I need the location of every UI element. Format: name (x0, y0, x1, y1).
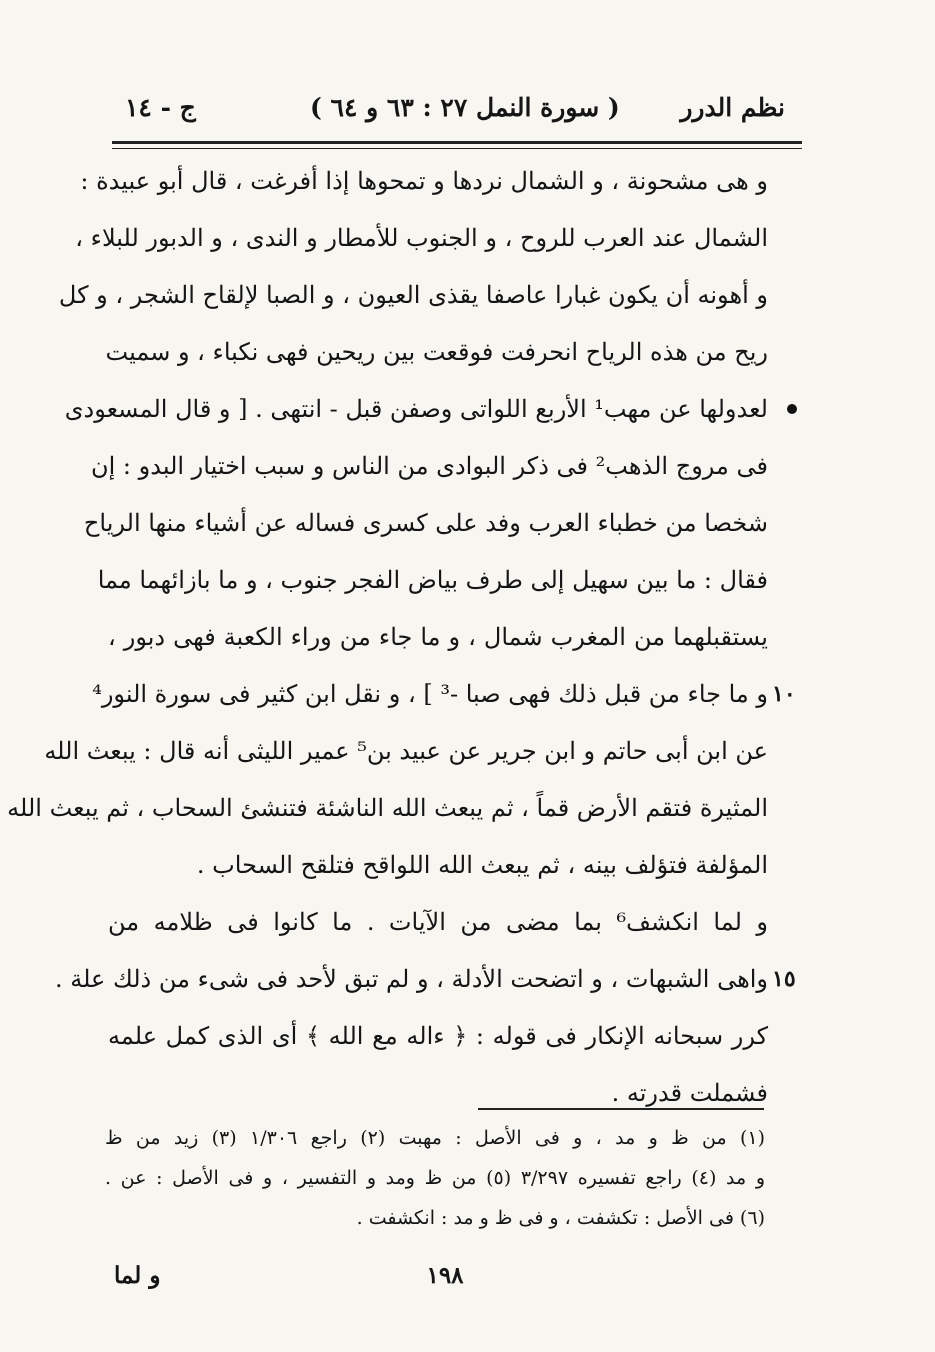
text-line: المثيرة فتقم الأرض قماً ، ثم يبعث الله الناشئة فتنشئ السحاب ، ثم يبعث الله (7, 794, 768, 822)
text-line: عن ابن أبى حاتم و ابن جرير عن عبيد بن⁵ عمير الليثى أنه قال : يبعث الله (44, 737, 768, 765)
text-line: فى مروج الذهب² فى ذكر البوادى من الناس و سبب اختيار البدو : إن (91, 452, 768, 480)
footnote-line: و مد (٤) راجع تفسيره ٣/٢٩٧ (٥) من ظ ومد و التفسير ، و فى الأصل : عن . (105, 1167, 765, 1189)
text-line: و أهونه أن يكون غبارا عاصفا يقذى العيون ، و الصبا لإلقاح الشجر ، و كل (58, 281, 768, 309)
text-line: المؤلفة فتؤلف بينه ، ثم يبعث الله اللواقح فتلقح السحاب . (196, 851, 768, 879)
text-line: لعدولها عن مهب¹ الأربع اللواتى وصفن قبل - انتهى . [ و قال المسعودى (64, 395, 768, 423)
header-rule-thin (112, 148, 802, 149)
page-number: ١٩٨ (426, 1262, 464, 1289)
text-line: واهى الشبهات ، و اتضحت الأدلة ، و لم تبق لأحد فى شىء من ذلك علة . (54, 965, 768, 993)
body-text (7, 153, 769, 1122)
margin-bullet-icon (787, 404, 797, 414)
book-title: نظم الدرر (680, 93, 785, 122)
footnote-rule (478, 1108, 764, 1110)
text-line: فشملت قدرته . (611, 1079, 768, 1107)
text-line: كرر سبحانه الإنكار فى قوله : ﴿ ءاله مع الله ﴾ أى الذى كمل علمه (108, 1022, 768, 1050)
surah-reference: ( سورة النمل ٢٧ : ٦٣ و ٦٤ ) (310, 93, 620, 122)
line-number-15: ١٥ (772, 966, 796, 992)
text-line: و لما انكشف⁶ بما مضى من الآيات . ما كانوا فى ظلامه من (108, 908, 769, 936)
text-line: الشمال عند العرب للروح ، و الجنوب للأمطار و الندى ، و الدبور للبلاء ، (75, 224, 768, 252)
line-number-10: ١٠ (772, 681, 796, 707)
text-line: ريح من هذه الرياح انحرفت فوقعت بين ريحين فهى نكباء ، و سميت (105, 338, 768, 366)
text-line: و ما جاء من قبل ذلك فهى صبا -³ ] ، و نقل ابن كثير فى سورة النور⁴ (92, 680, 768, 708)
volume-number: ج - ١٤ (125, 93, 196, 122)
text-line: و هى مشحونة ، و الشمال نردها و تمحوها إذا أفرغت ، قال أبو عبيدة : (80, 167, 768, 195)
catchword: و لما (114, 1262, 161, 1289)
footnote-line: (١) من ظ و مد ، و فى الأصل : مهبت (٢) راجع ١/٣٠٦ (٣) زيد من ظ (105, 1127, 766, 1149)
footnote-line: (٦) فى الأصل : تكشفت ، و فى ظ و مد : انكشفت . (356, 1207, 765, 1229)
text-line: شخصا من خطباء العرب وفد على كسرى فساله عن أشياء منها الرياح (83, 509, 768, 537)
footnotes (105, 1118, 765, 1238)
text-line: يستقبلهما من المغرب شمال ، و ما جاء من وراء الكعبة فهى دبور ، (108, 623, 768, 651)
text-line: فقال : ما بين سهيل إلى طرف بياض الفجر جنوب ، و ما بازائهما مما (97, 566, 768, 594)
header-rule-thick (112, 141, 802, 144)
